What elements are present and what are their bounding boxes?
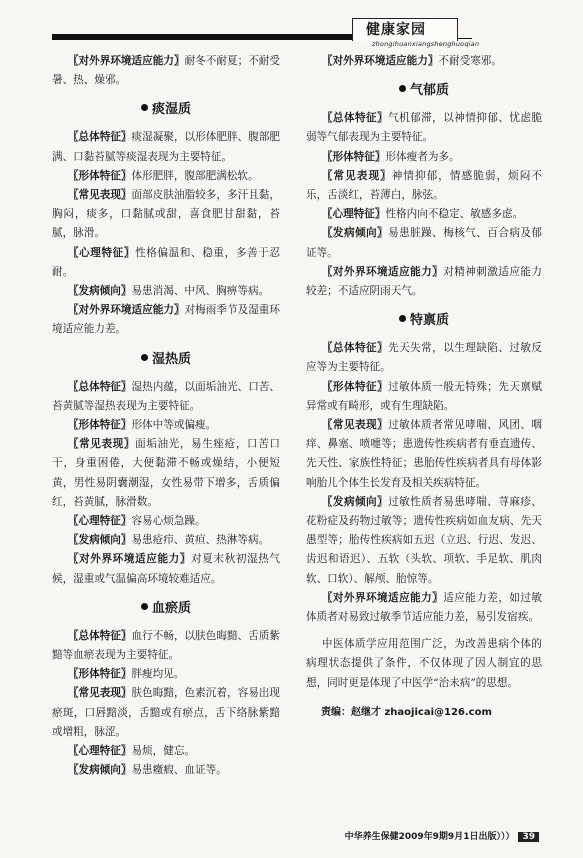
field-text: 耐冬不耐夏；不耐受暑、热、燥邪。 xyxy=(52,55,281,87)
body-paragraph xyxy=(52,435,280,512)
body-paragraph xyxy=(52,665,280,684)
body-paragraph xyxy=(52,282,280,301)
body-paragraph xyxy=(52,627,280,665)
heading-text: 湿热质 xyxy=(151,351,191,367)
field-label: 〖形体特征〗 xyxy=(67,169,132,182)
field-text: 气机郁滞，以神情抑郁、忧虑脆弱等气郁表现为主要特征。 xyxy=(306,112,543,144)
field-label: 〖发病倾向〗 xyxy=(67,285,132,298)
body-paragraph xyxy=(306,224,542,262)
field-label: 〖形体特征〗 xyxy=(321,150,386,163)
field-text: 过敏性质者易患哮喘、荨麻疹、花粉症及药物过敏等；遗传性疾病如血友病、先天愚型等；胎传性疾病如五迟（立迟、行迟、发迟、齿迟和语迟）、五软（头软、项软、手足软、肌肉软、口软）、解颅、胎惊等。 xyxy=(306,495,543,585)
field-label: 〖发病倾向〗 xyxy=(67,534,132,547)
field-text: 面垢油光，易生痤疮，口苦口干，身重困倦，大便黏滞不畅或燥结，小便短黄，男性易阴囊潮湿，女性易带下增多，舌质偏红，苔黄腻，脉滑数。 xyxy=(52,438,280,508)
field-text: 易患脏躁、梅核气、百合病及郁证等。 xyxy=(306,227,543,259)
field-label: 〖发病倾向〗 xyxy=(67,764,132,777)
page-footer xyxy=(345,829,539,842)
right-column xyxy=(306,52,542,718)
field-label: 〖对外界环境适应能力〗 xyxy=(67,553,192,566)
body-paragraph xyxy=(306,263,542,301)
field-text: 形体中等或偏瘦。 xyxy=(131,419,217,432)
heading-text: 气郁质 xyxy=(409,83,449,99)
field-label: 〖常见表现〗 xyxy=(67,687,132,700)
field-label: 〖总体特征〗 xyxy=(321,342,389,355)
section-pinyin: zhongihuanxiangshenghuoqian xyxy=(372,40,480,48)
field-label: 〖形体特征〗 xyxy=(67,419,132,432)
body-paragraph xyxy=(52,512,280,531)
field-text: 性格内向不稳定、敏感多虑。 xyxy=(385,208,524,221)
field-text: 肤色晦黯，色素沉着，容易出现瘀斑，口唇黯淡，舌黯或有瘀点，舌下络脉紫黯或增粗，脉涩。 xyxy=(52,687,281,738)
body-paragraph xyxy=(52,128,280,166)
closing-paragraph: 中医体质学应用范围广泛，为改善患病个体的病理状态提供了条件，不仅体现了因人制宜的思想，同时更是体现了中医学“治未病”的思想。 xyxy=(306,638,542,689)
field-text: 过敏体质者常见哮喘、风团、咽痒、鼻塞、喷嚏等；患遗传性疾病者有垂直遗传、先天性、家族性特征；患胎传性疾病者具有母体影响胎儿个体生长发育及相关疾病特征。 xyxy=(306,419,543,489)
constitution-heading xyxy=(52,346,280,374)
body-paragraph xyxy=(306,52,542,71)
bullet-dot-icon xyxy=(141,104,148,111)
field-text: 不耐受寒邪。 xyxy=(438,55,502,67)
field-text: 对夏末秋初湿热气候，湿重或气温偏高环境较难适应。 xyxy=(52,553,281,585)
field-label: 〖心理特征〗 xyxy=(67,246,136,259)
field-text: 易患消渴、中风、胸痹等病。 xyxy=(131,285,270,298)
field-label: 〖常见表现〗 xyxy=(67,438,136,451)
body-paragraph xyxy=(306,205,542,224)
field-label: 〖总体特征〗 xyxy=(321,112,389,125)
field-label: 〖发病倾向〗 xyxy=(321,227,389,240)
header-rule xyxy=(52,34,352,40)
field-text: 易患癥瘕、血证等。 xyxy=(131,764,227,777)
body-paragraph xyxy=(52,378,280,416)
constitution-heading xyxy=(52,595,280,623)
field-label: 〖发病倾向〗 xyxy=(321,495,389,508)
field-text: 对精神刺激适应能力较差；不适应阴雨天气。 xyxy=(306,265,543,298)
body-paragraph xyxy=(306,378,542,416)
field-text: 易患疮疖、黄疸、热淋等病。 xyxy=(131,534,270,547)
field-text: 形体瘦者为多。 xyxy=(385,150,460,163)
field-text: 性格偏温和、稳重，多善于忍耐。 xyxy=(52,246,280,278)
left-column xyxy=(52,52,280,781)
field-text: 适应能力差，如过敏体质者对易致过敏季节适应能力差，易引发宿疾。 xyxy=(306,591,543,624)
page-header xyxy=(0,0,583,60)
field-label: 〖对外界环境适应能力〗 xyxy=(67,304,185,317)
constitution-heading xyxy=(306,307,542,335)
field-label: 〖心理特征〗 xyxy=(321,208,386,221)
field-text: 先天失常，以生理缺陷、过敏反应等为主要特征。 xyxy=(306,342,543,374)
field-label: 〖形体特征〗 xyxy=(67,668,132,681)
field-text: 胖瘦均见。 xyxy=(131,668,185,681)
body-paragraph xyxy=(52,684,280,742)
page-number: 39 xyxy=(518,832,539,842)
journal-info: 中华养生保健2009年9期9月1日出版））） xyxy=(344,832,515,842)
field-label: 〖形体特征〗 xyxy=(321,380,389,393)
bullet-dot-icon xyxy=(141,354,148,361)
field-text: 容易心烦急躁。 xyxy=(131,515,206,528)
field-text: 痰湿凝聚，以形体肥胖、腹部肥满、口黏苔腻等痰湿表现为主要特征。 xyxy=(52,131,281,163)
body-paragraph xyxy=(52,167,280,186)
body-paragraph xyxy=(306,589,542,627)
body-paragraph xyxy=(52,416,280,435)
body-paragraph xyxy=(52,550,280,588)
body-paragraph xyxy=(52,531,280,550)
field-text: 对梅雨季节及湿重环境适应能力差。 xyxy=(52,304,281,336)
body-paragraph xyxy=(306,339,542,377)
field-label: 〖心理特征〗 xyxy=(67,515,132,528)
heading-text: 血瘀质 xyxy=(151,600,191,616)
field-label: 〖常见表现〗 xyxy=(67,189,132,202)
section-title: 健康家园 xyxy=(366,22,426,38)
body-paragraph xyxy=(52,742,280,761)
body-paragraph xyxy=(52,186,280,244)
body-paragraph xyxy=(306,109,542,147)
field-text: 体形肥胖，腹部肥满松软。 xyxy=(131,169,259,182)
field-label: 〖对外界环境适应能力〗 xyxy=(67,55,185,67)
field-label: 〖对外界环境适应能力〗 xyxy=(321,265,444,278)
field-label: 〖对外界环境适应能力〗 xyxy=(321,55,439,67)
bullet-dot-icon xyxy=(399,315,406,322)
constitution-heading xyxy=(306,77,542,105)
field-text: 过敏体质一般无特殊；先天禀赋异常或有畸形，或有生理缺陷。 xyxy=(306,380,543,412)
field-text: 血行不畅，以肤色晦黯、舌质紫黯等血瘀表现为主要特征。 xyxy=(52,629,281,662)
bullet-dot-icon xyxy=(141,603,148,610)
body-paragraph xyxy=(52,301,280,339)
field-label: 〖常见表现〗 xyxy=(321,419,389,432)
heading-text: 特禀质 xyxy=(409,313,449,329)
body-paragraph xyxy=(306,493,542,589)
constitution-heading xyxy=(52,96,280,124)
field-label: 〖心理特征〗 xyxy=(67,745,132,758)
field-text: 神情抑郁，情感脆弱，烦闷不乐，舌淡红，苔薄白，脉弦。 xyxy=(306,169,543,202)
field-label: 〖总体特征〗 xyxy=(67,131,132,144)
heading-text: 痰湿质 xyxy=(151,102,191,118)
body-paragraph xyxy=(306,167,542,205)
editor-credit: 责编：赵继才 zhaojicai@126.com xyxy=(321,706,492,718)
field-label: 〖总体特征〗 xyxy=(67,629,132,642)
field-text: 面部皮肤油脂较多，多汗且黏，胸闷，痰多，口黏腻或甜，喜食肥甘甜黏，苔腻，脉滑。 xyxy=(52,189,281,240)
field-label: 〖对外界环境适应能力〗 xyxy=(321,591,444,604)
bullet-dot-icon xyxy=(399,85,406,92)
body-paragraph xyxy=(52,244,280,282)
field-label: 〖常见表现〗 xyxy=(321,169,392,182)
field-label: 〖总体特征〗 xyxy=(67,380,132,393)
field-text: 湿热内蕴，以面垢油光、口苦、苔黄腻等湿热表现为主要特征。 xyxy=(52,380,281,412)
body-paragraph xyxy=(306,148,542,167)
body-paragraph xyxy=(52,52,280,90)
body-paragraph xyxy=(306,416,542,493)
body-paragraph xyxy=(52,761,280,780)
field-text: 易烦，健忘。 xyxy=(131,745,196,758)
